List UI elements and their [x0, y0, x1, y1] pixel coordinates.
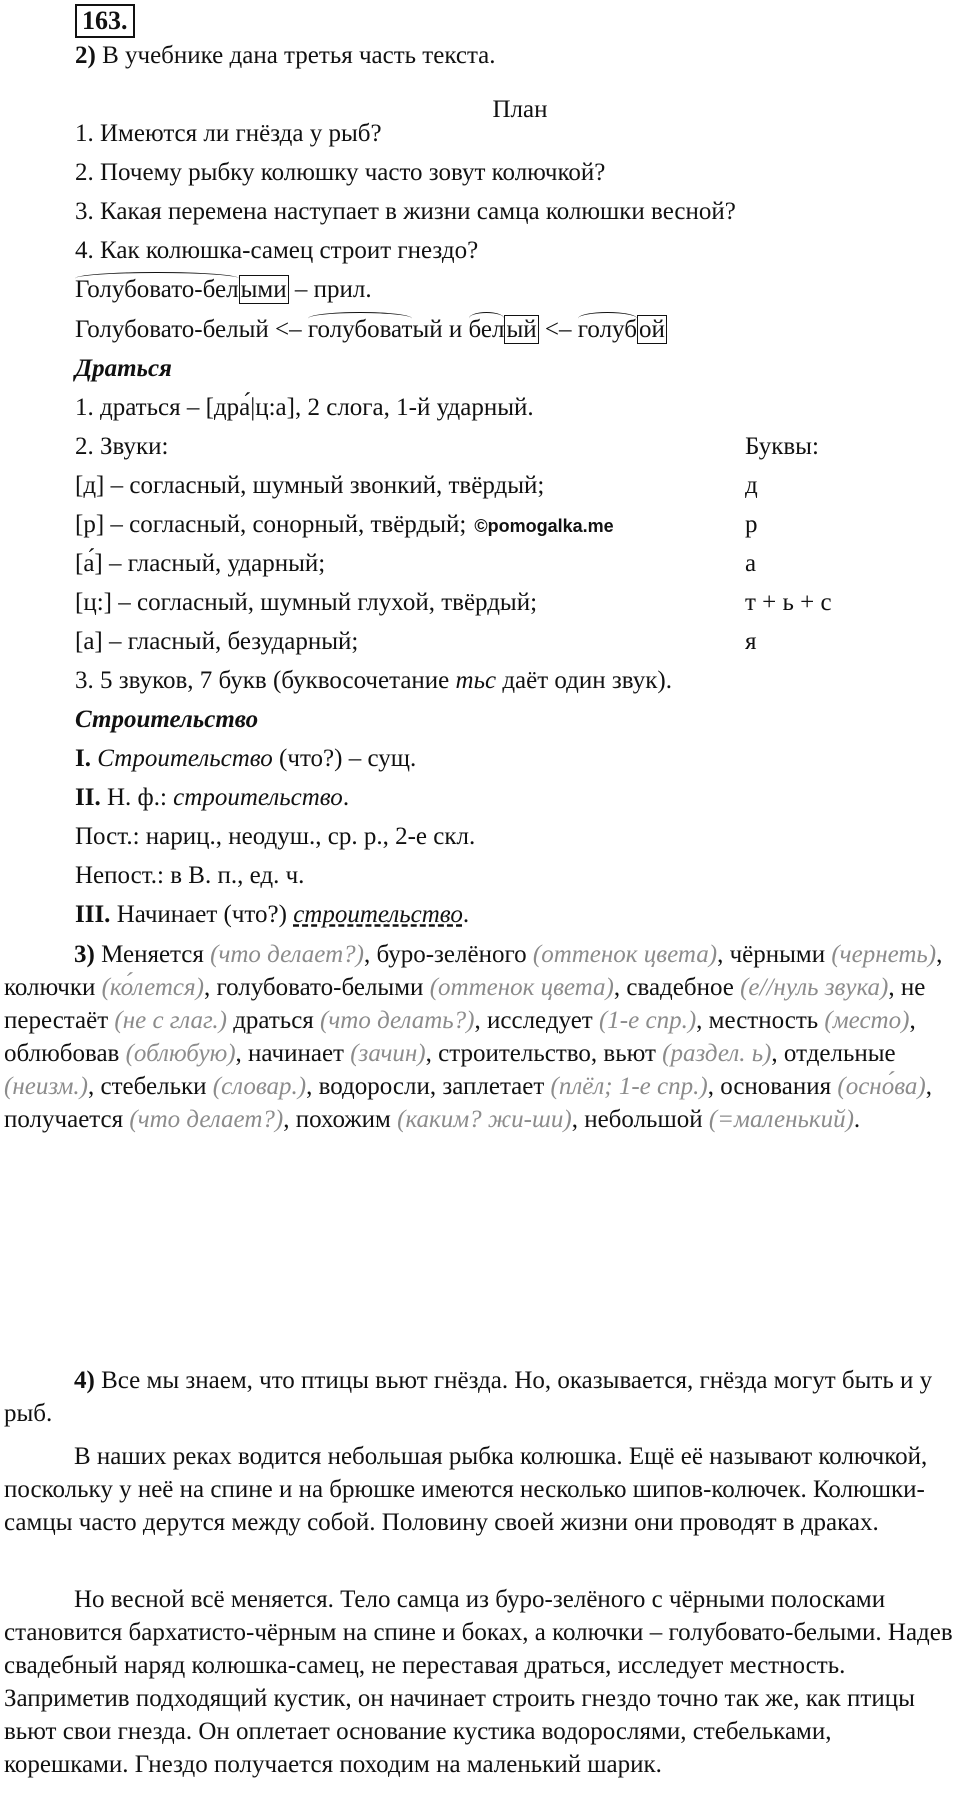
p3-t11: , облюбовав [4, 1007, 916, 1067]
p3-t20: , небольшой [571, 1106, 709, 1133]
stroit-line4: Непост.: в В. п., ед. ч. [75, 862, 305, 889]
line3-italic: тьс [455, 667, 497, 694]
p3-t15: , стебельки [87, 1073, 213, 1100]
roman-1: I. [75, 745, 91, 772]
p3-t12: , начинает [235, 1040, 351, 1067]
p3-t4: , колючки [4, 941, 943, 1001]
p3-g3: (чернеть) [831, 941, 937, 968]
part4-p1: Все мы знаем, что птицы вьют гнёзда. Но, оказывается, гнёзда могут быть и у рыб. [4, 1367, 933, 1427]
p3-t3: , чёрными [717, 941, 832, 968]
stroit-line2 [75, 782, 349, 814]
stroit-word1: Строительство [97, 745, 273, 772]
word-derivation-4: голуб [577, 316, 637, 343]
p3-g14: (неизм.) [4, 1073, 88, 1100]
stroit-line5 [75, 899, 469, 931]
plan-item-1: 1. Имеются ли гнёзда у рыб? [75, 120, 382, 147]
p3-g13: (раздел. ь) [662, 1040, 772, 1067]
p3-t1: Меняется [94, 941, 211, 968]
p3-t10: , местность [696, 1007, 825, 1034]
stem-mark: Голубовато-бел [75, 276, 239, 303]
section-title-stroitelstvo: Строительство [75, 706, 259, 733]
stroit-l1-rest: (что?) – сущ. [272, 745, 417, 772]
part4-p2: В наших реках водится небольшая рыбка колюшка. Ещё её называют колючкой, поскольку у неё на спине и на брюшке имеются несколько шипов-колючек. Колюшки-самцы часто дерутся между собой. Половину своей жизни они проводят в драках. [4, 1443, 928, 1536]
section-title-dratsya: Драться [75, 355, 172, 382]
p3-g11: (облюбую) [125, 1040, 236, 1067]
p3-g9: (1-е спр.) [598, 1007, 697, 1034]
part2-label: 2) [75, 42, 96, 69]
p3-g12: (зачин) [350, 1040, 426, 1067]
word-derivation-2b: ый [412, 316, 443, 343]
line3-b: даёт один звук). [496, 667, 672, 694]
stroit-l5-dot: . [462, 901, 470, 928]
p3-t14: , отдельные [771, 1040, 896, 1067]
p3-t13: , строительство, вьют [425, 1040, 663, 1067]
part2-text: В учебнике дана третья часть текста. [102, 42, 496, 69]
part3-paragraph [4, 938, 956, 1136]
morph1-tail: – прил. [288, 276, 372, 303]
roman-3: III. [75, 901, 111, 928]
p3-g7: (не с глаг.) [114, 1007, 227, 1034]
p3-g19: (каким? жи-ши) [397, 1106, 572, 1133]
part3-label: 3) [74, 941, 95, 968]
stroit-l2-dot: . [342, 784, 350, 811]
roman-2: II. [75, 784, 101, 811]
part4-label: 4) [74, 1367, 95, 1394]
ending-box: ыми [240, 276, 287, 303]
p3-t16: , водоросли, заплетает [306, 1073, 551, 1100]
dratsya-line3 [75, 665, 672, 697]
p3-t2: , буро-зелёного [363, 941, 533, 968]
word-derivation-1: Голубовато-бел [75, 316, 239, 343]
word-derivation-1b: ый [238, 316, 269, 343]
arrow-2: <– [538, 316, 578, 343]
exercise-number: 163. [75, 4, 135, 38]
p3-t9: , исследует [474, 1007, 599, 1034]
and-word: и [442, 316, 469, 343]
p3-t18: , получается [4, 1073, 932, 1133]
p3-t21: . [853, 1106, 861, 1133]
p3-t19: , похожим [283, 1106, 398, 1133]
part4-paragraph-2 [4, 1440, 956, 1539]
word-derivation-3: бел [468, 316, 505, 343]
word-derivation-2: голубоват [307, 316, 413, 343]
p3-g5: (оттенок цвета) [429, 974, 614, 1001]
stroit-l5-a: Начинает (что?) [110, 901, 294, 928]
letters-header: Буквы: [745, 433, 819, 460]
part4-paragraph-3 [4, 1583, 956, 1781]
stroit-word5: строительство [293, 901, 463, 928]
plan-item-4: 4. Как колюшка-самец строит гнездо? [75, 237, 479, 264]
letter-row-3: а [745, 550, 757, 577]
plan-title: План [492, 96, 548, 123]
sound-row-2-text: [р] – согласный, сонорный, твёрдый; [75, 511, 467, 538]
p3-g20: (=маленький) [708, 1106, 854, 1133]
p3-t17: , основания [707, 1073, 838, 1100]
p3-g15: (словар.) [212, 1073, 307, 1100]
line3-a: 3. 5 звуков, 7 букв (буквосочетание [75, 667, 456, 694]
p3-g8: (что делать?) [320, 1007, 475, 1034]
letter-row-4: т + ь + с [745, 589, 832, 616]
sounds-header: 2. Звуки: [75, 433, 169, 460]
sound-row-4: [ц:] – согласный, шумный глухой, твёрдый; [75, 589, 538, 616]
sound-row-5: [а] – гласный, безударный; [75, 628, 359, 655]
p3-t6: , свадебное [613, 974, 741, 1001]
p3-t5: , голубовато-белыми [203, 974, 430, 1001]
p3-g16: (плёл; 1-е спр.) [550, 1073, 708, 1100]
morpheme-line-1 [75, 274, 372, 306]
sound-row-2 [75, 509, 614, 542]
p3-t7: , не перестаёт [4, 974, 926, 1034]
ending-box-4: ой [638, 316, 665, 343]
p3-g1: (что делает?) [210, 941, 364, 968]
stroit-line1 [75, 743, 416, 775]
p3-g10: (место) [824, 1007, 910, 1034]
stroit-l2-a: Н. ф.: [100, 784, 174, 811]
letter-row-2: р [745, 511, 758, 538]
part4-paragraph-1 [4, 1364, 956, 1430]
dratsya-line1: 1. драться – [дра́|ц:а], 2 слога, 1-й ударный. [75, 394, 534, 421]
p3-t8: драться [226, 1007, 321, 1034]
stroit-word2: строительство [173, 784, 343, 811]
letter-row-1: д [745, 472, 758, 499]
sound-row-3: [а́] – гласный, ударный; [75, 550, 326, 577]
sound-row-1: [д] – согласный, шумный звонкий, твёрдый; [75, 472, 545, 499]
p3-g2: (оттенок цвета) [532, 941, 718, 968]
morpheme-line-2 [75, 314, 667, 346]
letter-row-5: я [745, 628, 757, 655]
plan-item-2: 2. Почему рыбку колюшку часто зовут колючкой? [75, 159, 606, 186]
p3-g4: (ко́лется) [101, 974, 204, 1001]
p3-g17: (осно́ва) [837, 1073, 926, 1100]
p3-g6: (е//нуль звука) [740, 974, 889, 1001]
p3-g18: (что делает?) [129, 1106, 284, 1133]
ending-box-3: ый [506, 316, 537, 343]
stroit-line3: Пост.: нариц., неодуш., ср. р., 2-е скл. [75, 823, 476, 850]
plan-item-3: 3. Какая перемена наступает в жизни самца колюшки весной? [75, 198, 736, 225]
part4-p3: Но весной всё меняется. Тело самца из буро-зелёного с чёрными полосками становится бархатисто-чёрным на спине и боках, а колючки – голубовато-белыми. Надев свадебный наряд колюшка-самец, не переставая драться, исследует местность. Заприметив подходящий кустик, он начинает строить гнездо точно так же, как птицы вьют свои гнезда. Он оплетает основание кустика водорослями, стебельками, корешками. Гнездо получается походим на маленький шарик. [4, 1586, 953, 1778]
watermark: ©pomogalka.me [474, 516, 614, 536]
part2-intro [75, 40, 496, 72]
arrow-1: <– [268, 316, 308, 343]
